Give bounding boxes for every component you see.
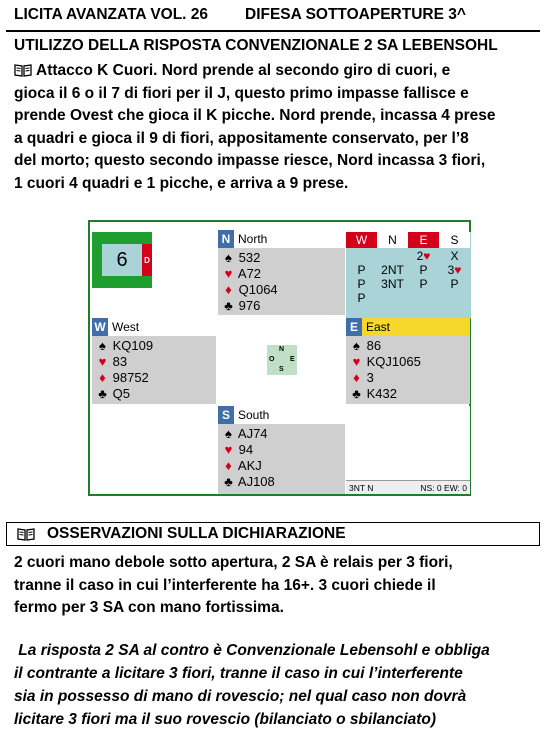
diamond-icon: ♦ [353, 370, 360, 385]
heart-icon: ♥ [98, 354, 107, 369]
north-badge: N [218, 230, 234, 248]
west-spades: ♠ KQ109 [96, 338, 153, 354]
auction-call: 2♥ [416, 249, 431, 263]
west-hand [92, 318, 216, 404]
club-icon: ♣ [352, 386, 361, 401]
east-clubs: ♣ K432 [350, 386, 397, 402]
south-badge: S [218, 406, 234, 424]
west-name: West [112, 320, 140, 334]
diamond-icon: ♦ [225, 282, 232, 297]
board-number-box [92, 232, 152, 288]
intro-line: del morto; questo secondo impasse riesce, Nord incassa 3 fiori, [14, 152, 486, 169]
west-badge: W [92, 318, 108, 336]
east-badge: E [346, 318, 362, 336]
east-name: East [366, 320, 391, 334]
intro-line: Attacco K Cuori. Nord prende al secondo giro di cuori, e [14, 60, 534, 83]
lebensohl-line: il contrante a licitare 3 fiori, tranne il caso in cui l’interferente [14, 665, 463, 682]
section-subtitle: UTILIZZO DELLA RISPOSTA CONVENZIONALE 2 SA LEBENSOHL [14, 37, 498, 54]
score-text: NS: 0 EW: 0 [420, 482, 467, 493]
auction-call: P [357, 291, 366, 305]
result-bar [346, 480, 470, 494]
auction-call: P [450, 277, 459, 291]
auction-call: P [357, 263, 366, 277]
intro-line: prende Ovest che gioca il K picche. Nord prende, incassa 4 prese [14, 107, 496, 124]
intro-line: 1 cuori 4 quadri e 1 picche, e arriva a 9 prese. [14, 174, 349, 192]
auction-header-s: S [439, 232, 470, 248]
south-diamonds: ♦ AKJ [222, 458, 262, 474]
club-icon: ♣ [224, 298, 233, 313]
observations-title: OSSERVAZIONI SULLA DICHIARAZIONE [47, 525, 346, 542]
auction-call: P [419, 263, 428, 277]
diamond-icon: ♦ [99, 370, 106, 385]
intro-line: gioca il 6 o il 7 di fiori per il J, questo primo impasse fallisce e [14, 84, 469, 102]
north-clubs: ♣ 976 [222, 298, 260, 314]
auction-call: P [419, 277, 428, 291]
auction-header-n: N [377, 232, 408, 248]
auction-call: 3♥ [447, 263, 462, 277]
south-seat-bar [218, 406, 345, 424]
heart-icon: ♥ [352, 354, 361, 369]
auction-table [346, 232, 471, 319]
south-hand [218, 406, 345, 494]
heart-icon: ♥ [224, 266, 233, 281]
spade-icon: ♠ [225, 426, 232, 441]
north-spades: ♠ 532 [222, 250, 260, 266]
south-hearts: ♥ 94 [222, 442, 253, 458]
north-seat-bar [218, 230, 345, 248]
south-clubs: ♣ AJ108 [222, 474, 275, 490]
east-hand [346, 318, 470, 404]
intro-paragraph [14, 60, 534, 195]
spade-icon: ♠ [353, 338, 360, 353]
auction-header-e: E [408, 232, 439, 248]
compass-e: E [290, 356, 295, 363]
compass-s: S [279, 366, 284, 373]
east-seat-bar [346, 318, 470, 336]
book-icon [17, 527, 35, 546]
east-diamonds: ♦ 3 [350, 370, 374, 386]
west-seat-bar [92, 318, 216, 336]
heart-icon: ♥ [224, 442, 233, 457]
spade-icon: ♠ [225, 250, 232, 265]
observation-line: tranne il caso in cui l’interferente ha 16+. 3 cuori chiede il [14, 576, 436, 594]
book-title: LICITA AVANZATA VOL. 26 [14, 6, 209, 23]
compass-n: N [279, 346, 285, 353]
board-number-panel [90, 222, 218, 315]
south-spades: ♠ AJ74 [222, 426, 268, 442]
auction-call: 2NT [381, 263, 404, 277]
dealer-marker: D [142, 244, 152, 276]
south-name: South [238, 408, 270, 422]
west-hearts: ♥ 83 [96, 354, 127, 370]
compass-rose [267, 345, 297, 375]
empty-panel [92, 406, 216, 494]
east-spades: ♠ 86 [350, 338, 381, 354]
lebensohl-paragraph [14, 639, 534, 731]
east-hearts: ♥ KQJ1065 [350, 354, 421, 370]
lebensohl-line: sia in possesso di mano di rovescio; nel qual caso non dovrà [14, 688, 467, 705]
west-clubs: ♣ Q5 [96, 386, 130, 402]
board-number: 6 [102, 244, 142, 276]
compass-panel [218, 318, 345, 404]
club-icon: ♣ [98, 386, 107, 401]
north-diamonds: ♦ Q1064 [222, 282, 278, 298]
intro-line: a quadri e gioca il 9 di fiori, appositamente conservato, per l’8 [14, 129, 469, 147]
header-divider [6, 30, 540, 32]
north-name: North [238, 232, 268, 246]
book-icon [14, 62, 32, 76]
auction-call: X [450, 249, 459, 263]
diamond-icon: ♦ [225, 458, 232, 473]
lebensohl-line: La risposta 2 SA al contro è Convenzionale Lebensohl e obbliga [14, 642, 490, 659]
compass-o: O [269, 356, 275, 363]
north-hand [218, 230, 345, 315]
observations-paragraph [14, 552, 534, 620]
spade-icon: ♠ [99, 338, 106, 353]
auction-header-w: W [346, 232, 377, 248]
observation-line: fermo per 3 SA con mano fortissima. [14, 599, 284, 616]
north-hearts: ♥ A72 [222, 266, 261, 282]
lebensohl-line: licitare 3 fiori ma il suo rovescio (bilanciato o sbilanciato) [14, 711, 437, 728]
club-icon: ♣ [224, 474, 233, 489]
contract-text: 3NT N [349, 482, 374, 493]
observation-line: 2 cuori mano debole sotto apertura, 2 SA è relais per 3 fiori, [14, 554, 453, 571]
observations-header-box [6, 522, 540, 546]
result-panel [346, 406, 470, 494]
auction-call: 3NT [381, 277, 404, 291]
section-topic: DIFESA SOTTOAPERTURE 3^ [245, 6, 466, 23]
auction-call: P [357, 277, 366, 291]
bridge-board [88, 220, 471, 496]
west-diamonds: ♦ 98752 [96, 370, 149, 386]
